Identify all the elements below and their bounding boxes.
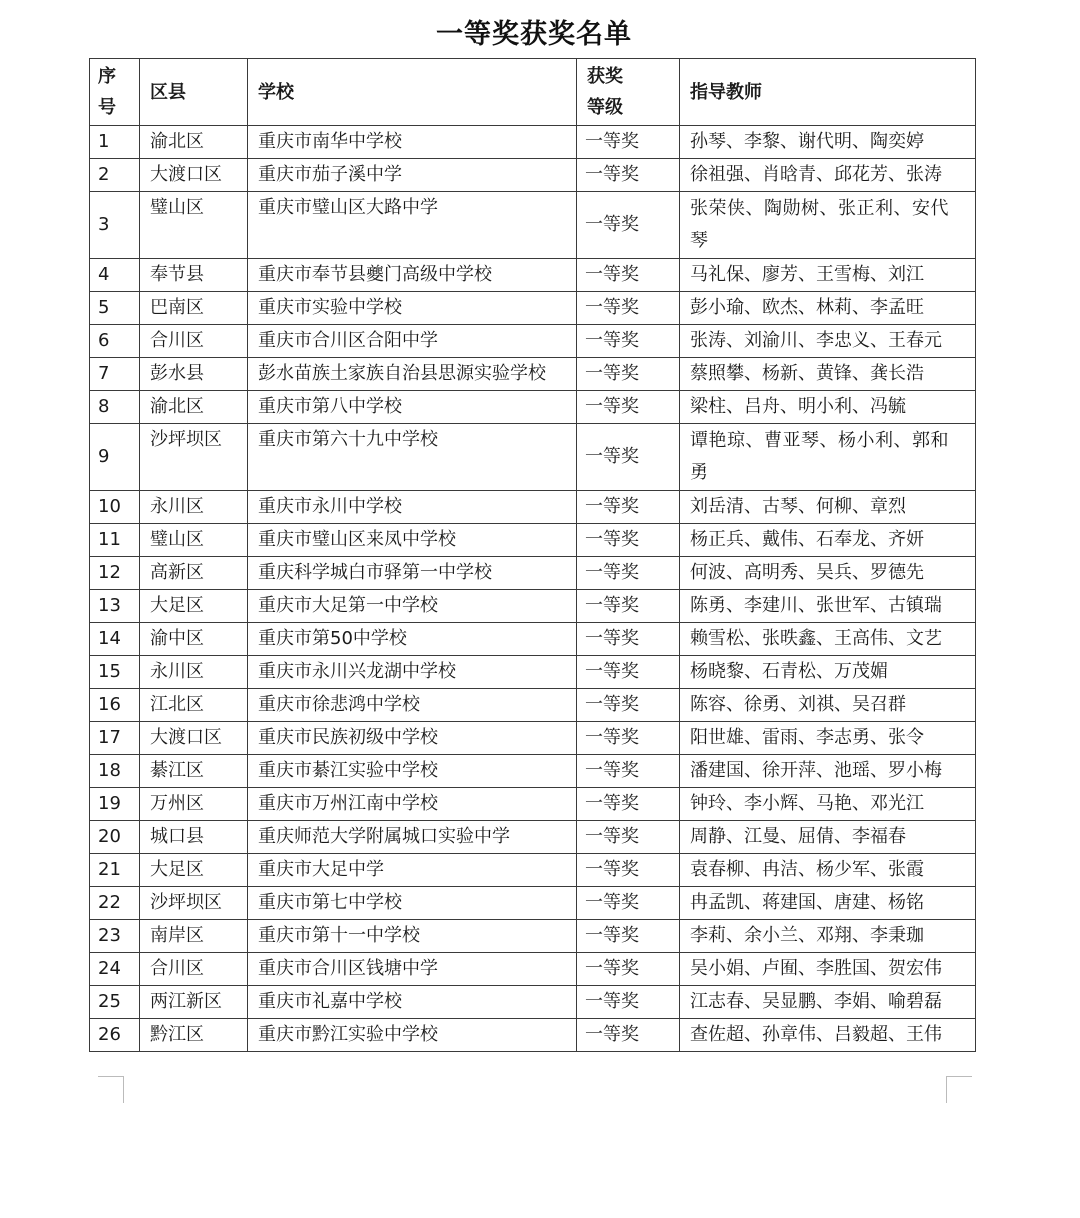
cell-no: 20 <box>90 821 140 854</box>
cell-no: 8 <box>90 391 140 424</box>
cell-school: 重庆市徐悲鸿中学校 <box>248 689 577 722</box>
table-row <box>90 325 976 358</box>
cell-award-level: 一等奖 <box>577 656 680 689</box>
cell-school: 重庆科学城白市驿第一中学校 <box>248 557 577 590</box>
cell-school: 重庆市大足第一中学校 <box>248 590 577 623</box>
cell-teachers: 袁春柳、冉洁、杨少军、张霞 <box>680 854 976 887</box>
header-no <box>90 59 140 126</box>
cell-no: 23 <box>90 920 140 953</box>
table-row <box>90 854 976 887</box>
cell-no: 5 <box>90 292 140 325</box>
cell-award-level: 一等奖 <box>577 953 680 986</box>
table-row <box>90 821 976 854</box>
table-body <box>90 126 976 1052</box>
cell-district: 南岸区 <box>140 920 248 953</box>
table-row <box>90 557 976 590</box>
cell-district: 沙坪坝区 <box>140 887 248 920</box>
cell-teachers: 杨正兵、戴伟、石奉龙、齐妍 <box>680 524 976 557</box>
cell-school: 重庆市璧山区大路中学 <box>248 192 577 259</box>
header-level <box>577 59 680 126</box>
cell-school: 重庆市茄子溪中学 <box>248 159 577 192</box>
cell-no: 4 <box>90 259 140 292</box>
cell-no: 13 <box>90 590 140 623</box>
table-row <box>90 192 976 259</box>
cell-award-level: 一等奖 <box>577 722 680 755</box>
table-row <box>90 491 976 524</box>
cell-no: 17 <box>90 722 140 755</box>
cell-district: 奉节县 <box>140 259 248 292</box>
cell-award-level: 一等奖 <box>577 358 680 391</box>
cell-award-level: 一等奖 <box>577 292 680 325</box>
table-row <box>90 126 976 159</box>
table-row <box>90 755 976 788</box>
cell-teachers: 孙琴、李黎、谢代明、陶奕婷 <box>680 126 976 159</box>
table-row <box>90 358 976 391</box>
cell-district: 綦江区 <box>140 755 248 788</box>
cell-teachers: 杨晓黎、石青松、万茂媚 <box>680 656 976 689</box>
cell-teachers: 冉孟凯、蒋建国、唐建、杨铭 <box>680 887 976 920</box>
cell-award-level: 一等奖 <box>577 689 680 722</box>
cell-award-level: 一等奖 <box>577 159 680 192</box>
cell-school: 重庆市第八中学校 <box>248 391 577 424</box>
cell-school: 重庆市万州江南中学校 <box>248 788 577 821</box>
cell-no: 22 <box>90 887 140 920</box>
cell-no: 15 <box>90 656 140 689</box>
cell-no: 14 <box>90 623 140 656</box>
cell-school: 重庆市黔江实验中学校 <box>248 1019 577 1052</box>
header-no-label: 序号 <box>98 66 116 118</box>
cell-no: 2 <box>90 159 140 192</box>
page-corner-mark-right <box>946 1076 972 1103</box>
table-row <box>90 524 976 557</box>
cell-award-level: 一等奖 <box>577 391 680 424</box>
table-row <box>90 424 976 491</box>
cell-district: 渝中区 <box>140 623 248 656</box>
cell-award-level: 一等奖 <box>577 623 680 656</box>
table-header-row <box>90 59 976 126</box>
header-district: 区县 <box>140 59 248 126</box>
cell-teachers: 查佐超、孙章伟、吕毅超、王伟 <box>680 1019 976 1052</box>
cell-district: 沙坪坝区 <box>140 424 248 491</box>
cell-school: 重庆市民族初级中学校 <box>248 722 577 755</box>
table-row <box>90 887 976 920</box>
table-row <box>90 953 976 986</box>
cell-teachers: 李莉、余小兰、邓翔、李秉珈 <box>680 920 976 953</box>
cell-no: 19 <box>90 788 140 821</box>
table-row <box>90 1019 976 1052</box>
cell-teachers: 刘岳清、古琴、何柳、章烈 <box>680 491 976 524</box>
cell-district: 永川区 <box>140 491 248 524</box>
cell-award-level: 一等奖 <box>577 557 680 590</box>
cell-teachers: 梁柱、吕舟、明小利、冯毓 <box>680 391 976 424</box>
cell-teachers: 谭艳琼、曹亚琴、杨小利、郭和勇 <box>680 424 976 491</box>
award-list-table <box>89 58 976 1052</box>
table-row <box>90 159 976 192</box>
cell-teachers: 陈勇、李建川、张世军、古镇瑞 <box>680 590 976 623</box>
cell-award-level: 一等奖 <box>577 920 680 953</box>
header-level-label: 获奖等级 <box>587 66 623 118</box>
cell-school: 重庆市綦江实验中学校 <box>248 755 577 788</box>
cell-district: 大渡口区 <box>140 159 248 192</box>
header-school: 学校 <box>248 59 577 126</box>
cell-school: 重庆市礼嘉中学校 <box>248 986 577 1019</box>
cell-teachers: 潘建国、徐开萍、池瑶、罗小梅 <box>680 755 976 788</box>
table-row <box>90 590 976 623</box>
cell-award-level: 一等奖 <box>577 126 680 159</box>
cell-district: 璧山区 <box>140 192 248 259</box>
cell-award-level: 一等奖 <box>577 854 680 887</box>
cell-district: 巴南区 <box>140 292 248 325</box>
cell-district: 渝北区 <box>140 391 248 424</box>
cell-award-level: 一等奖 <box>577 1019 680 1052</box>
cell-teachers: 何波、高明秀、吴兵、罗德先 <box>680 557 976 590</box>
table-row <box>90 920 976 953</box>
cell-teachers: 彭小瑜、欧杰、林莉、李孟旺 <box>680 292 976 325</box>
table-row <box>90 986 976 1019</box>
cell-school: 重庆市南华中学校 <box>248 126 577 159</box>
cell-district: 合川区 <box>140 953 248 986</box>
cell-award-level: 一等奖 <box>577 887 680 920</box>
cell-teachers: 阳世雄、雷雨、李志勇、张令 <box>680 722 976 755</box>
cell-district: 永川区 <box>140 656 248 689</box>
cell-school: 重庆市第十一中学校 <box>248 920 577 953</box>
cell-school: 重庆市永川中学校 <box>248 491 577 524</box>
cell-no: 16 <box>90 689 140 722</box>
cell-district: 江北区 <box>140 689 248 722</box>
table-row <box>90 292 976 325</box>
cell-no: 26 <box>90 1019 140 1052</box>
cell-district: 大足区 <box>140 590 248 623</box>
table-row <box>90 722 976 755</box>
cell-award-level: 一等奖 <box>577 986 680 1019</box>
cell-district: 高新区 <box>140 557 248 590</box>
cell-school: 重庆市第六十九中学校 <box>248 424 577 491</box>
cell-award-level: 一等奖 <box>577 821 680 854</box>
table-row <box>90 788 976 821</box>
cell-district: 城口县 <box>140 821 248 854</box>
cell-district: 万州区 <box>140 788 248 821</box>
cell-district: 黔江区 <box>140 1019 248 1052</box>
cell-school: 重庆市实验中学校 <box>248 292 577 325</box>
cell-school: 重庆市永川兴龙湖中学校 <box>248 656 577 689</box>
cell-school: 重庆市合川区钱塘中学 <box>248 953 577 986</box>
cell-award-level: 一等奖 <box>577 325 680 358</box>
cell-teachers: 吴小娟、卢囿、李胜国、贺宏伟 <box>680 953 976 986</box>
cell-award-level: 一等奖 <box>577 491 680 524</box>
cell-no: 9 <box>90 424 140 491</box>
cell-no: 12 <box>90 557 140 590</box>
cell-school: 重庆师范大学附属城口实验中学 <box>248 821 577 854</box>
header-teachers: 指导教师 <box>680 59 976 126</box>
cell-no: 7 <box>90 358 140 391</box>
cell-no: 3 <box>90 192 140 259</box>
table-row <box>90 259 976 292</box>
cell-teachers: 马礼保、廖芳、王雪梅、刘江 <box>680 259 976 292</box>
cell-teachers: 钟玲、李小辉、马艳、邓光江 <box>680 788 976 821</box>
cell-no: 6 <box>90 325 140 358</box>
cell-school: 重庆市奉节县夔门高级中学校 <box>248 259 577 292</box>
cell-award-level: 一等奖 <box>577 424 680 491</box>
cell-teachers: 张涛、刘渝川、李忠义、王春元 <box>680 325 976 358</box>
cell-teachers: 徐祖强、肖晗青、邱花芳、张涛 <box>680 159 976 192</box>
cell-district: 璧山区 <box>140 524 248 557</box>
table-row <box>90 689 976 722</box>
page-corner-mark-left <box>98 1076 124 1103</box>
table-row <box>90 391 976 424</box>
table-row <box>90 656 976 689</box>
cell-no: 1 <box>90 126 140 159</box>
cell-award-level: 一等奖 <box>577 755 680 788</box>
cell-district: 大足区 <box>140 854 248 887</box>
cell-district: 彭水县 <box>140 358 248 391</box>
table-row <box>90 623 976 656</box>
cell-school: 重庆市第50中学校 <box>248 623 577 656</box>
cell-teachers: 赖雪松、张昳鑫、王高伟、文艺 <box>680 623 976 656</box>
cell-award-level: 一等奖 <box>577 590 680 623</box>
cell-district: 合川区 <box>140 325 248 358</box>
cell-no: 21 <box>90 854 140 887</box>
cell-teachers: 周静、江曼、屈倩、李福春 <box>680 821 976 854</box>
cell-school: 重庆市合川区合阳中学 <box>248 325 577 358</box>
cell-school: 彭水苗族土家族自治县思源实验学校 <box>248 358 577 391</box>
cell-no: 24 <box>90 953 140 986</box>
cell-award-level: 一等奖 <box>577 259 680 292</box>
page-title: 一等奖获奖名单 <box>436 19 632 50</box>
cell-no: 18 <box>90 755 140 788</box>
cell-award-level: 一等奖 <box>577 788 680 821</box>
cell-teachers: 陈容、徐勇、刘祺、吴召群 <box>680 689 976 722</box>
cell-no: 25 <box>90 986 140 1019</box>
cell-school: 重庆市第七中学校 <box>248 887 577 920</box>
cell-school: 重庆市璧山区来凤中学校 <box>248 524 577 557</box>
cell-no: 10 <box>90 491 140 524</box>
cell-teachers: 江志春、吴显鹏、李娟、喻碧磊 <box>680 986 976 1019</box>
cell-teachers: 蔡照攀、杨新、黄锋、龚长浩 <box>680 358 976 391</box>
cell-district: 大渡口区 <box>140 722 248 755</box>
cell-district: 两江新区 <box>140 986 248 1019</box>
cell-teachers: 张荣侠、陶勋树、张正利、安代琴 <box>680 192 976 259</box>
cell-school: 重庆市大足中学 <box>248 854 577 887</box>
cell-district: 渝北区 <box>140 126 248 159</box>
cell-award-level: 一等奖 <box>577 192 680 259</box>
cell-no: 11 <box>90 524 140 557</box>
cell-award-level: 一等奖 <box>577 524 680 557</box>
